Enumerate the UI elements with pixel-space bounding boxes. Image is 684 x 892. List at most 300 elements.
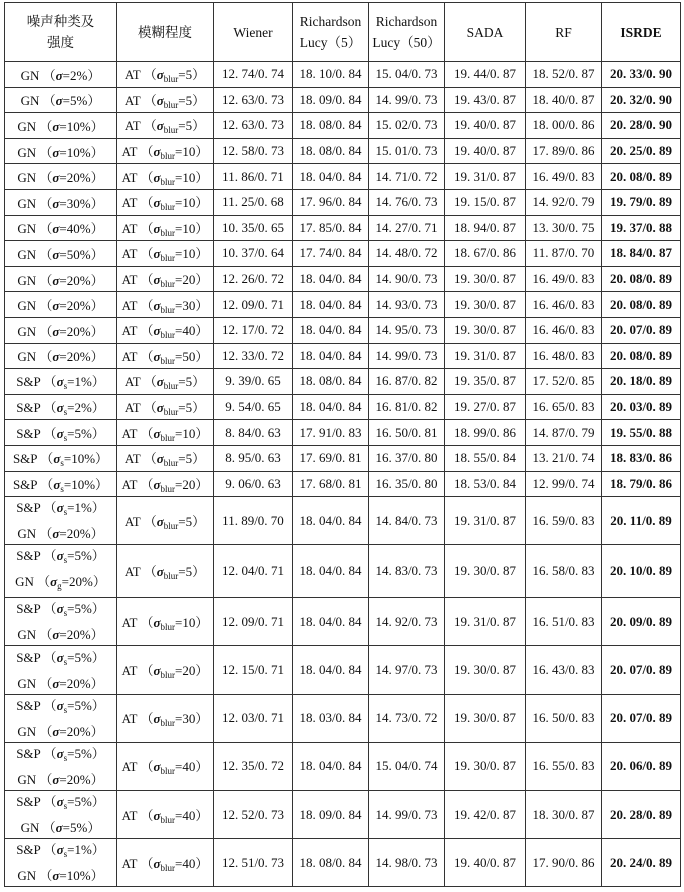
table-row [5, 189, 681, 215]
value-cell-isrde: 20. 28/0. 89 [602, 791, 681, 839]
header-sada-label: SADA [466, 24, 504, 40]
table-header [5, 3, 681, 62]
noise-line: S&P $(\sigma_s=5\%)$ [16, 649, 105, 667]
noise-line: S&P $(\sigma_s=5\%)$ [16, 425, 105, 443]
noise-type: GN [17, 868, 37, 884]
sigma-subscript: blur [163, 99, 179, 110]
value-cell-sada: 19. 35/0. 87 [445, 369, 526, 395]
value-cell-sada: 19. 40/0. 87 [445, 113, 526, 139]
table-body [5, 62, 681, 887]
sigma-subscript: blur [160, 355, 176, 366]
sigma-symbol: σ [153, 220, 161, 236]
value-cell-wiener: 8. 95/0. 63 [214, 445, 293, 471]
results-table-container [4, 2, 680, 887]
sigma-subscript: s [63, 801, 68, 812]
noise-cell [5, 241, 117, 267]
param-value: 20% [66, 771, 91, 787]
param-value: 20% [66, 627, 91, 643]
sigma-symbol: σ [53, 476, 61, 492]
value-cell-rf: 16. 48/0. 83 [526, 343, 602, 369]
sigma-subscript: blur [160, 814, 176, 825]
value-cell-rl5: 18. 04/0. 84 [293, 598, 369, 646]
param-value: 20% [66, 675, 91, 691]
sigma-symbol: σ [153, 614, 161, 630]
value-cell-rf: 17. 90/0. 86 [526, 839, 602, 887]
sigma-symbol: σ [56, 400, 64, 416]
param-value: 40 [182, 807, 196, 823]
table-row [5, 471, 681, 497]
value-cell-sada: 19. 31/0. 87 [445, 164, 526, 190]
param-value: 20% [66, 723, 91, 739]
value-cell-sada: 19. 31/0. 87 [445, 598, 526, 646]
sigma-symbol: σ [153, 144, 161, 160]
noise-type: GN [17, 118, 37, 134]
param-value: 10 [182, 614, 196, 630]
value-cell-isrde: 20. 24/0. 89 [602, 839, 681, 887]
sigma-subscript: blur [160, 432, 176, 443]
param-value: 5% [74, 601, 92, 617]
value-cell-sada: 18. 53/0. 84 [445, 471, 526, 497]
value-cell-rl50: 14. 48/0. 72 [369, 241, 445, 267]
value-cell-rl5: 18. 04/0. 84 [293, 317, 369, 343]
value-cell-sada: 19. 42/0. 87 [445, 791, 526, 839]
param-value: 30% [66, 195, 91, 211]
noise-line: GN （σ=20%） [17, 675, 104, 691]
param-value: 40 [182, 323, 196, 339]
blur-cell: AT $(\sigma_{blur}=5)$ [117, 445, 214, 471]
value-cell-rl50: 14. 99/0. 73 [369, 791, 445, 839]
param-value: 30 [182, 711, 196, 727]
value-cell-sada: 19. 30/0. 87 [445, 545, 526, 598]
sigma-subscript: blur [160, 330, 176, 341]
noise-type: GN [20, 67, 40, 83]
noise-cell [5, 343, 117, 369]
blur-cell: AT $(\sigma_{blur}=5)$ [117, 113, 214, 139]
param-value: 40% [66, 221, 91, 237]
noise-type: S&P [16, 745, 41, 761]
value-cell-rf: 16. 49/0. 83 [526, 266, 602, 292]
sigma-subscript: s [63, 381, 68, 392]
noise-line: GN （σ=50%） [17, 246, 104, 262]
sigma-subscript: blur [160, 304, 176, 315]
value-cell-isrde: 19. 55/0. 88 [602, 420, 681, 446]
noise-type: GN [17, 723, 37, 739]
value-cell-rf: 16. 65/0. 83 [526, 394, 602, 420]
param-value: 10% [66, 868, 91, 884]
sigma-subscript: blur [163, 407, 179, 418]
sigma-subscript: blur [163, 458, 179, 469]
sigma-symbol: σ [56, 425, 64, 441]
sigma-symbol: σ [52, 723, 60, 739]
sigma-subscript: s [63, 555, 68, 566]
table-row [5, 598, 681, 646]
sigma-symbol: σ [56, 500, 64, 516]
noise-cell [5, 791, 117, 839]
noise-line: S&P $(\sigma_s=10\%)$ [12, 476, 109, 494]
sigma-symbol: σ [153, 663, 161, 679]
value-cell-isrde: 20. 06/0. 89 [602, 742, 681, 790]
sigma-symbol: σ [52, 144, 60, 160]
value-cell-isrde: 19. 37/0. 88 [602, 215, 681, 241]
value-cell-rl5: 18. 04/0. 84 [293, 646, 369, 694]
sigma-subscript: s [63, 752, 68, 763]
sigma-subscript: blur [160, 151, 176, 162]
noise-line: GN （σ=20%） [17, 723, 104, 739]
value-cell-isrde: 19. 79/0. 89 [602, 189, 681, 215]
value-cell-rl5: 17. 69/0. 81 [293, 445, 369, 471]
value-cell-sada: 19. 15/0. 87 [445, 189, 526, 215]
noise-line: S&P $(\sigma_s=10\%)$ [12, 451, 109, 469]
value-cell-rl50: 14. 90/0. 73 [369, 266, 445, 292]
header-rl5-line1: Richardson [299, 14, 362, 29]
value-cell-rf: 18. 30/0. 87 [526, 791, 602, 839]
value-cell-isrde: 20. 32/0. 90 [602, 87, 681, 113]
table-row [5, 420, 681, 446]
param-value: 5% [70, 93, 88, 109]
table-row [5, 646, 681, 694]
noise-line: GN （σ=20%） [17, 272, 104, 288]
table-row [5, 292, 681, 318]
sigma-symbol: σ [156, 92, 164, 108]
noise-line: GN （σ=30%） [17, 195, 104, 211]
value-cell-isrde: 20. 07/0. 89 [602, 646, 681, 694]
sigma-symbol: σ [156, 400, 164, 416]
param-value: 20 [182, 476, 196, 492]
table-row [5, 545, 681, 598]
sigma-symbol: σ [56, 649, 64, 665]
param-value: 50 [182, 348, 196, 364]
noise-line: GN （σ=10%） [17, 144, 104, 160]
blur-cell: AT $(\sigma_{blur}=40)$ [117, 839, 214, 887]
value-cell-sada: 19. 31/0. 87 [445, 497, 526, 545]
sigma-symbol: σ [156, 67, 164, 83]
sigma-symbol: σ [153, 195, 161, 211]
sigma-symbol: σ [56, 697, 64, 713]
noise-line: GN （σ=2%） [20, 67, 101, 83]
table-row [5, 113, 681, 139]
noise-cell [5, 113, 117, 139]
param-value: 5% [74, 425, 92, 441]
noise-line: S&P $(\sigma_s=1\%)$ [16, 500, 105, 518]
param-value: 10% [71, 451, 96, 467]
value-cell-sada: 19. 30/0. 87 [445, 266, 526, 292]
table-row [5, 241, 681, 267]
value-cell-rf: 16. 51/0. 83 [526, 598, 602, 646]
sigma-subscript: blur [160, 176, 176, 187]
value-cell-wiener: 12. 04/0. 71 [214, 545, 293, 598]
sigma-subscript: blur [163, 125, 179, 136]
value-cell-sada: 18. 67/0. 86 [445, 241, 526, 267]
noise-line: S&P $(\sigma_s=5\%)$ [16, 794, 105, 812]
header-rl50 [369, 3, 445, 62]
sigma-subscript: blur [163, 74, 179, 85]
noise-cell [5, 598, 117, 646]
blur-cell: AT $(\sigma_{blur}=10)$ [117, 598, 214, 646]
value-cell-rf: 16. 43/0. 83 [526, 646, 602, 694]
param-value: 5% [74, 649, 92, 665]
sigma-symbol: σ [56, 601, 64, 617]
sigma-subscript: s [60, 483, 64, 494]
table-row [5, 742, 681, 790]
noise-type: GN [17, 246, 37, 262]
sigma-subscript: s [63, 849, 68, 860]
sigma-symbol: σ [156, 513, 164, 529]
value-cell-rf: 18. 40/0. 87 [526, 87, 602, 113]
value-cell-rl50: 14. 83/0. 73 [369, 545, 445, 598]
blur-cell: AT $(\sigma_{blur}=10)$ [117, 420, 214, 446]
value-cell-rl50: 14. 76/0. 73 [369, 189, 445, 215]
blur-cell: AT $(\sigma_{blur}=30)$ [117, 292, 214, 318]
noise-line: GN （σ=20%） [17, 526, 104, 542]
value-cell-wiener: 12. 74/0. 74 [214, 62, 293, 88]
sigma-subscript: s [63, 656, 68, 667]
value-cell-rf: 16. 59/0. 83 [526, 497, 602, 545]
value-cell-rl5: 18. 04/0. 84 [293, 292, 369, 318]
sigma-subscript: blur [160, 766, 176, 777]
blur-cell: AT $(\sigma_{blur}=5)$ [117, 497, 214, 545]
blur-cell: AT $(\sigma_{blur}=20)$ [117, 266, 214, 292]
param-value: 20% [66, 349, 91, 365]
blur-cell: AT $(\sigma_{blur}=20)$ [117, 646, 214, 694]
param-value: 5 [185, 564, 193, 580]
sigma-subscript: blur [160, 718, 176, 729]
value-cell-rf: 13. 21/0. 74 [526, 445, 602, 471]
value-cell-wiener: 9. 39/0. 65 [214, 369, 293, 395]
noise-cell [5, 369, 117, 395]
value-cell-wiener: 11. 89/0. 70 [214, 497, 293, 545]
param-value: 5% [74, 745, 92, 761]
param-value: 20% [69, 574, 93, 590]
sigma-subscript: g [57, 581, 62, 592]
blur-cell: AT $(\sigma_{blur}=5)$ [117, 394, 214, 420]
value-cell-rl5: 18. 04/0. 84 [293, 394, 369, 420]
sigma-symbol: σ [52, 627, 60, 643]
value-cell-rl5: 18. 04/0. 84 [293, 164, 369, 190]
value-cell-wiener: 12. 09/0. 71 [214, 598, 293, 646]
value-cell-wiener: 9. 06/0. 63 [214, 471, 293, 497]
noise-type: GN [17, 298, 37, 314]
noise-line: S&P $(\sigma_s=1\%)$ [16, 842, 105, 860]
noise-cell [5, 742, 117, 790]
sigma-symbol: σ [56, 794, 64, 810]
value-cell-rl50: 14. 73/0. 72 [369, 694, 445, 742]
noise-cell [5, 62, 117, 88]
noise-line: S&P $(\sigma_s=5\%)$ [16, 548, 105, 566]
value-cell-rl5: 18. 08/0. 84 [293, 369, 369, 395]
param-value: 20% [66, 272, 91, 288]
param-value: 2% [74, 400, 92, 416]
noise-cell [5, 646, 117, 694]
sigma-subscript: blur [163, 381, 179, 392]
noise-cell [5, 471, 117, 497]
value-cell-isrde: 20. 09/0. 89 [602, 598, 681, 646]
sigma-symbol: σ [52, 170, 60, 186]
header-blur-label: 模糊程度 [138, 24, 192, 40]
noise-line: S&P $(\sigma_s=5\%)$ [16, 697, 105, 715]
value-cell-isrde: 18. 79/0. 86 [602, 471, 681, 497]
value-cell-rl5: 17. 85/0. 84 [293, 215, 369, 241]
value-cell-isrde: 20. 03/0. 89 [602, 394, 681, 420]
sigma-symbol: σ [52, 195, 60, 211]
table-row [5, 343, 681, 369]
header-sada [445, 3, 526, 62]
param-value: 10 [182, 425, 196, 441]
value-cell-rl5: 17. 91/0. 83 [293, 420, 369, 446]
param-value: 5 [185, 513, 193, 529]
noise-cell [5, 138, 117, 164]
param-value: 20 [182, 663, 196, 679]
noise-type: GN [17, 195, 37, 211]
value-cell-wiener: 9. 54/0. 65 [214, 394, 293, 420]
value-cell-rl50: 15. 04/0. 73 [369, 62, 445, 88]
value-cell-isrde: 20. 07/0. 89 [602, 694, 681, 742]
value-cell-rl50: 16. 50/0. 81 [369, 420, 445, 446]
value-cell-wiener: 11. 86/0. 71 [214, 164, 293, 190]
noise-line: GN （σ=10%） [17, 868, 104, 884]
noise-line: GN （σ=5%） [20, 820, 101, 836]
table-row [5, 87, 681, 113]
value-cell-wiener: 12. 63/0. 73 [214, 113, 293, 139]
value-cell-wiener: 12. 51/0. 73 [214, 839, 293, 887]
sigma-subscript: blur [163, 520, 179, 531]
value-cell-rl5: 18. 08/0. 84 [293, 113, 369, 139]
sigma-symbol: σ [156, 374, 164, 390]
value-cell-rl50: 14. 71/0. 72 [369, 164, 445, 190]
value-cell-rf: 16. 46/0. 83 [526, 292, 602, 318]
sigma-subscript: blur [160, 862, 176, 873]
value-cell-wiener: 10. 35/0. 65 [214, 215, 293, 241]
noise-type: S&P [16, 400, 41, 416]
param-value: 10% [71, 476, 96, 492]
value-cell-sada: 19. 44/0. 87 [445, 62, 526, 88]
noise-cell [5, 87, 117, 113]
header-wiener [214, 3, 293, 62]
table-row [5, 138, 681, 164]
param-value: 5% [74, 548, 92, 564]
noise-type: GN [17, 526, 37, 542]
noise-line: GN （σ=20%） [17, 170, 104, 186]
sigma-symbol: σ [153, 272, 161, 288]
table-row [5, 266, 681, 292]
blur-cell: AT $(\sigma_{blur}=10)$ [117, 241, 214, 267]
value-cell-rl5: 18. 04/0. 84 [293, 742, 369, 790]
value-cell-rl50: 16. 35/0. 80 [369, 471, 445, 497]
param-value: 20% [66, 323, 91, 339]
param-value: 5 [185, 67, 193, 83]
noise-type: GN [17, 170, 37, 186]
header-isrde-label: ISRDE [620, 24, 662, 40]
value-cell-wiener: 10. 37/0. 64 [214, 241, 293, 267]
noise-cell [5, 420, 117, 446]
noise-cell [5, 215, 117, 241]
value-cell-wiener: 11. 25/0. 68 [214, 189, 293, 215]
noise-type: S&P [16, 500, 41, 516]
value-cell-rl50: 14. 93/0. 73 [369, 292, 445, 318]
sigma-subscript: blur [160, 227, 176, 238]
table-row [5, 394, 681, 420]
value-cell-isrde: 20. 28/0. 90 [602, 113, 681, 139]
param-value: 10% [66, 144, 91, 160]
value-cell-rl50: 16. 37/0. 80 [369, 445, 445, 471]
sigma-symbol: σ [52, 272, 60, 288]
value-cell-rl5: 17. 68/0. 81 [293, 471, 369, 497]
sigma-symbol: σ [52, 675, 60, 691]
noise-cell [5, 839, 117, 887]
param-value: 5 [185, 451, 193, 467]
param-value: 5% [74, 697, 92, 713]
blur-cell: AT $(\sigma_{blur}=10)$ [117, 164, 214, 190]
noise-cell [5, 317, 117, 343]
value-cell-rl5: 18. 09/0. 84 [293, 791, 369, 839]
sigma-symbol: σ [50, 574, 58, 590]
sigma-symbol: σ [153, 297, 161, 313]
blur-cell: AT $(\sigma_{blur}=10)$ [117, 189, 214, 215]
param-value: 10 [182, 144, 196, 160]
table-row [5, 164, 681, 190]
noise-type: S&P [16, 548, 41, 564]
value-cell-rf: 17. 52/0. 85 [526, 369, 602, 395]
value-cell-rl5: 18. 04/0. 84 [293, 266, 369, 292]
sigma-subscript: blur [160, 670, 176, 681]
noise-cell [5, 694, 117, 742]
header-isrde [602, 3, 681, 62]
blur-cell: AT $(\sigma_{blur}=5)$ [117, 62, 214, 88]
noise-cell [5, 394, 117, 420]
sigma-symbol: σ [56, 842, 64, 858]
value-cell-wiener: 12. 63/0. 73 [214, 87, 293, 113]
noise-type: S&P [16, 425, 41, 441]
value-cell-rl50: 14. 99/0. 73 [369, 343, 445, 369]
value-cell-isrde: 20. 25/0. 89 [602, 138, 681, 164]
value-cell-rl50: 14. 97/0. 73 [369, 646, 445, 694]
noise-cell [5, 497, 117, 545]
sigma-symbol: σ [52, 298, 60, 314]
noise-type: S&P [16, 842, 41, 858]
header-noise [5, 3, 117, 62]
param-value: 1% [74, 374, 92, 390]
value-cell-rl5: 17. 96/0. 84 [293, 189, 369, 215]
param-value: 40 [182, 759, 196, 775]
noise-cell [5, 545, 117, 598]
value-cell-sada: 19. 30/0. 87 [445, 742, 526, 790]
noise-line: GN （σ=5%） [20, 93, 101, 109]
results-table [4, 2, 681, 887]
value-cell-rl50: 16. 81/0. 82 [369, 394, 445, 420]
table-row [5, 62, 681, 88]
value-cell-wiener: 12. 03/0. 71 [214, 694, 293, 742]
noise-type: S&P [16, 649, 41, 665]
noise-cell [5, 445, 117, 471]
noise-type: S&P [12, 451, 38, 467]
blur-cell: AT $(\sigma_{blur}=5)$ [117, 369, 214, 395]
sigma-subscript: blur [160, 253, 176, 264]
value-cell-isrde: 20. 33/0. 90 [602, 62, 681, 88]
noise-line: GN （σ=40%） [17, 221, 104, 237]
value-cell-rl5: 18. 04/0. 84 [293, 545, 369, 598]
value-cell-sada: 19. 30/0. 87 [445, 646, 526, 694]
noise-type: GN [17, 272, 37, 288]
value-cell-rl5: 18. 03/0. 84 [293, 694, 369, 742]
value-cell-sada: 19. 30/0. 87 [445, 317, 526, 343]
noise-line: GN （σ=10%） [17, 118, 104, 134]
value-cell-wiener: 12. 15/0. 71 [214, 646, 293, 694]
sigma-symbol: σ [153, 323, 161, 339]
value-cell-isrde: 20. 08/0. 89 [602, 266, 681, 292]
noise-type: GN [20, 820, 40, 836]
header-rf-label: RF [555, 24, 572, 40]
value-cell-rf: 18. 52/0. 87 [526, 62, 602, 88]
value-cell-sada: 19. 43/0. 87 [445, 87, 526, 113]
